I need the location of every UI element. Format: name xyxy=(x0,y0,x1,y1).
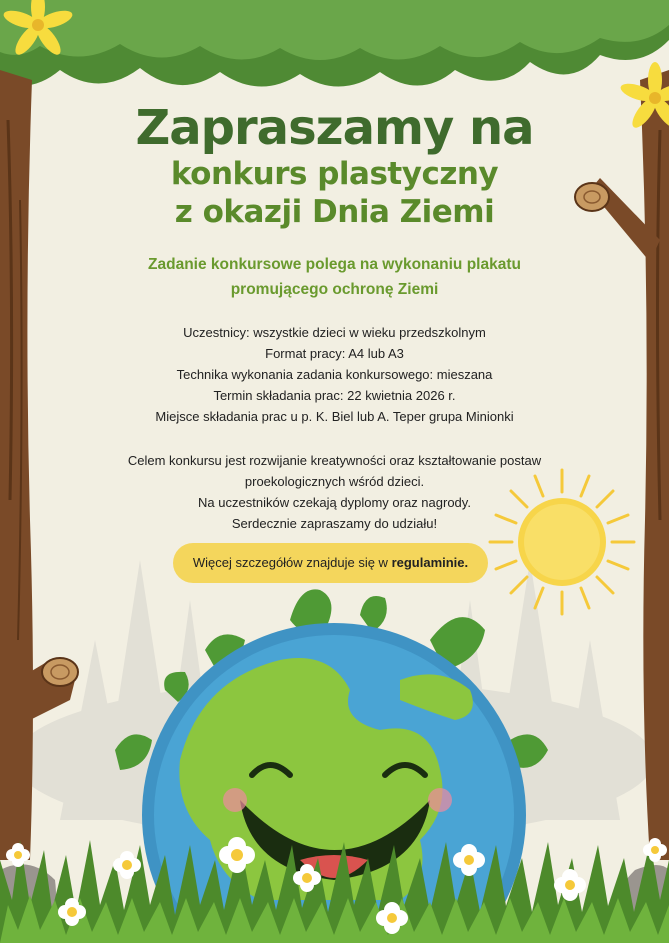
deadline-text: Termin składania prac: 22 kwietnia 2026 r. xyxy=(213,388,456,403)
participants-text: Uczestnicy: wszystkie dzieci w wieku przedszkolnym xyxy=(183,325,486,340)
contest-details xyxy=(0,322,669,427)
title-line-2: konkurs plastyczny xyxy=(170,156,499,192)
rules-link-text: regulaminie. xyxy=(391,555,469,570)
foliage-canopy-icon xyxy=(0,0,669,87)
more-info-pill xyxy=(173,543,488,583)
goal-line-2: proekologicznych wśród dzieci. xyxy=(244,474,425,489)
goal-line-1: Celem konkursu jest rozwijanie kreatywności oraz kształtowanie postaw xyxy=(127,453,542,468)
goal-line-3: Na uczestników czekają dyplomy oraz nagrody. xyxy=(198,495,471,510)
task-line-1: Zadanie konkursowe polega na wykonaniu plakatu xyxy=(148,256,521,273)
place-text: Miejsce składania prac u p. K. Biel lub A. Teper grupa Minionki xyxy=(155,409,514,424)
more-info-text: Więcej szczegółów znajduje się w xyxy=(192,555,392,570)
task-description xyxy=(0,252,669,302)
title-line-1: Zapraszamy na xyxy=(135,100,534,156)
smiling-earth-icon xyxy=(115,589,548,943)
format-text: Format pracy: A4 lub A3 xyxy=(265,346,404,361)
technique-text: Technika wykonania zadania konkursowego: mieszana xyxy=(176,367,493,382)
goal-line-4: Serdecznie zapraszamy do udziału! xyxy=(231,516,438,531)
task-line-2: promującego ochronę Ziemi xyxy=(230,281,439,298)
title-line-3: z okazji Dnia Ziemi xyxy=(174,194,495,230)
contest-goal xyxy=(0,450,669,534)
